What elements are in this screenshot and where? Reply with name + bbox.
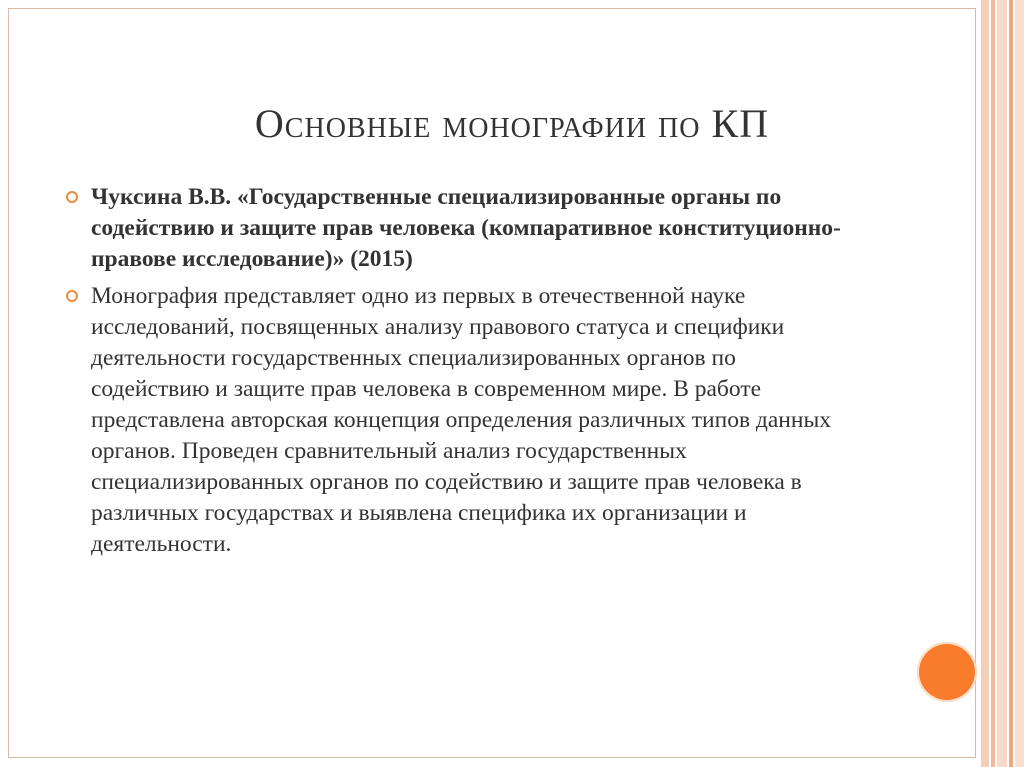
bullet-ring-icon [66,191,78,203]
bullet-list [66,182,856,566]
bullet-item-citation [66,182,856,275]
bullet-text: Чуксина В.В. «Государственные специализированные органы по содействию и защите прав человека (компаративное конституционно-правове исследование)» (2015) [91,184,841,272]
bullet-text: Монография представляет одно из первых в отечественной науке исследований, посвященных анализу правового статуса и специфики деятельности государственных специализированных органов по содействию и защите прав человека в современном мире. В работе представлена авторская концепция определения различных типов данных органов. Проведен сравнительный анализ государственных специализированных органов по содействию и защите прав человека в различных государствах и выявлена специфика их организации и деятельности. [91,283,831,557]
slide-title: Основные монографии по КП [254,101,770,146]
bullet-ring-icon [66,290,78,302]
bullet-item-description [66,281,856,560]
decor-circle [917,642,977,702]
